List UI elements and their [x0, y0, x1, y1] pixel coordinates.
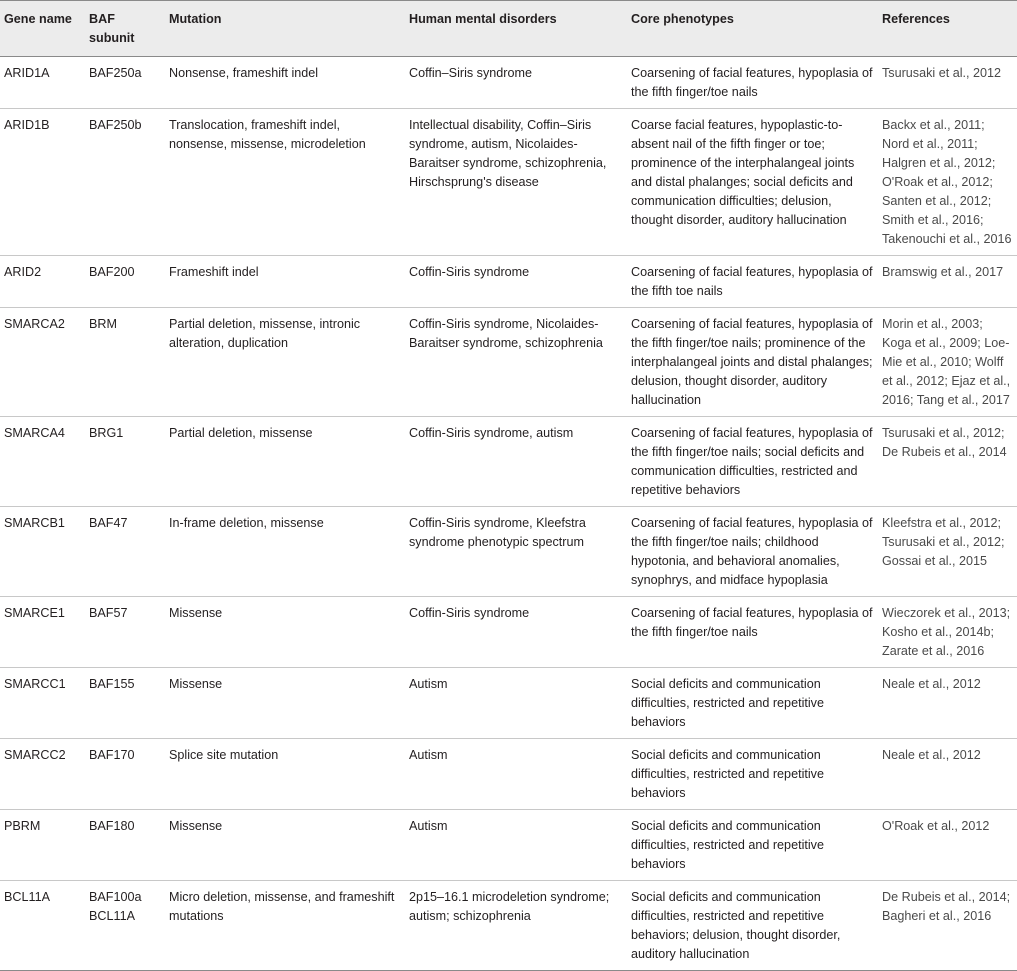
cell-phenotypes: Social deficits and communication difficulties, restricted and repetitive behaviors: [627, 668, 878, 739]
cell-subunit: BAF250a: [85, 57, 165, 109]
cell-references: De Rubeis et al., 2014; Bagheri et al., 2016: [878, 881, 1017, 971]
cell-mutation: Splice site mutation: [165, 739, 405, 810]
cell-mutation: Frameshift indel: [165, 256, 405, 308]
table-row: [0, 256, 1017, 308]
cell-phenotypes: Social deficits and communication difficulties, restricted and repetitive behaviors: [627, 739, 878, 810]
table-body: [0, 57, 1017, 971]
table-row: [0, 57, 1017, 109]
cell-subunit: BAF57: [85, 597, 165, 668]
cell-gene: SMARCB1: [0, 507, 85, 597]
cell-subunit: BAF155: [85, 668, 165, 739]
cell-phenotypes: Coarsening of facial features, hypoplasia of the fifth toe nails: [627, 256, 878, 308]
cell-gene: SMARCC2: [0, 739, 85, 810]
cell-gene: SMARCA2: [0, 308, 85, 417]
cell-subunit: BAF47: [85, 507, 165, 597]
cell-references: Bramswig et al., 2017: [878, 256, 1017, 308]
cell-disorders: Coffin-Siris syndrome, autism: [405, 417, 627, 507]
cell-gene: ARID1A: [0, 57, 85, 109]
cell-references: Tsurusaki et al., 2012; De Rubeis et al., 2014: [878, 417, 1017, 507]
cell-mutation: Missense: [165, 668, 405, 739]
header-references: References: [878, 1, 1017, 57]
cell-disorders: Intellectual disability, Coffin–Siris syndrome, autism, Nicolaides-Baraitser syndrome, schizophrenia, Hirschsprung's disease: [405, 109, 627, 256]
cell-subunit: BAF100a BCL11A: [85, 881, 165, 971]
table-header: [0, 1, 1017, 57]
cell-disorders: Autism: [405, 739, 627, 810]
cell-references: Kleefstra et al., 2012; Tsurusaki et al., 2012; Gossai et al., 2015: [878, 507, 1017, 597]
cell-phenotypes: Coarse facial features, hypoplastic-to-absent nail of the fifth finger or toe; prominence of the interphalangeal joints and distal phalanges; social deficits and communication difficulties; delusion, thought disorder, auditory hallucination: [627, 109, 878, 256]
cell-subunit: BAF250b: [85, 109, 165, 256]
cell-disorders: Coffin–Siris syndrome: [405, 57, 627, 109]
table-row: [0, 668, 1017, 739]
cell-gene: SMARCA4: [0, 417, 85, 507]
cell-phenotypes: Social deficits and communication difficulties, restricted and repetitive behaviors: [627, 810, 878, 881]
cell-disorders: Coffin-Siris syndrome: [405, 256, 627, 308]
header-row: [0, 1, 1017, 57]
cell-phenotypes: Coarsening of facial features, hypoplasia of the fifth finger/toe nails; prominence of the interphalangeal joints and distal phalanges; delusion, thought disorder, auditory hallucination: [627, 308, 878, 417]
cell-references: Neale et al., 2012: [878, 668, 1017, 739]
cell-disorders: Autism: [405, 668, 627, 739]
cell-phenotypes: Coarsening of facial features, hypoplasia of the fifth finger/toe nails; childhood hypotonia, and behavioral anomalies, synophrys, and midface hypoplasia: [627, 507, 878, 597]
cell-mutation: Missense: [165, 810, 405, 881]
cell-references: Backx et al., 2011; Nord et al., 2011; Halgren et al., 2012; O'Roak et al., 2012; Santen et al., 2012; Smith et al., 2016; Takenouchi et al., 2016: [878, 109, 1017, 256]
table-row: [0, 308, 1017, 417]
cell-gene: BCL11A: [0, 881, 85, 971]
cell-subunit: BAF180: [85, 810, 165, 881]
table-row: [0, 417, 1017, 507]
cell-mutation: In-frame deletion, missense: [165, 507, 405, 597]
cell-mutation: Translocation, frameshift indel, nonsense, missense, microdeletion: [165, 109, 405, 256]
header-gene-name: Gene name: [0, 1, 85, 57]
header-baf-subunit: BAF subunit: [85, 1, 165, 57]
cell-mutation: Partial deletion, missense, intronic alteration, duplication: [165, 308, 405, 417]
table-row: [0, 810, 1017, 881]
cell-references: Tsurusaki et al., 2012: [878, 57, 1017, 109]
table-row: [0, 507, 1017, 597]
cell-gene: ARID1B: [0, 109, 85, 256]
cell-subunit: BAF170: [85, 739, 165, 810]
cell-references: Neale et al., 2012: [878, 739, 1017, 810]
cell-phenotypes: Coarsening of facial features, hypoplasia of the fifth finger/toe nails; social deficits and communication difficulties, restricted and repetitive behaviors: [627, 417, 878, 507]
cell-gene: SMARCC1: [0, 668, 85, 739]
cell-mutation: Micro deletion, missense, and frameshift mutations: [165, 881, 405, 971]
header-mutation: Mutation: [165, 1, 405, 57]
table-row: [0, 597, 1017, 668]
cell-references: O'Roak et al., 2012: [878, 810, 1017, 881]
cell-gene: PBRM: [0, 810, 85, 881]
table-row: [0, 109, 1017, 256]
cell-subunit: BRG1: [85, 417, 165, 507]
cell-gene: ARID2: [0, 256, 85, 308]
cell-gene: SMARCE1: [0, 597, 85, 668]
cell-disorders: Autism: [405, 810, 627, 881]
cell-mutation: Missense: [165, 597, 405, 668]
cell-mutation: Nonsense, frameshift indel: [165, 57, 405, 109]
cell-subunit: BAF200: [85, 256, 165, 308]
cell-disorders: Coffin-Siris syndrome, Kleefstra syndrome phenotypic spectrum: [405, 507, 627, 597]
cell-references: Wieczorek et al., 2013; Kosho et al., 2014b; Zarate et al., 2016: [878, 597, 1017, 668]
cell-disorders: 2p15–16.1 microdeletion syndrome; autism; schizophrenia: [405, 881, 627, 971]
cell-subunit: BRM: [85, 308, 165, 417]
header-disorders: Human mental disorders: [405, 1, 627, 57]
header-phenotypes: Core phenotypes: [627, 1, 878, 57]
cell-references: Morin et al., 2003; Koga et al., 2009; Loe-Mie et al., 2010; Wolff et al., 2012; Ejaz et al., 2016; Tang et al., 2017: [878, 308, 1017, 417]
table-row: [0, 881, 1017, 971]
cell-disorders: Coffin-Siris syndrome: [405, 597, 627, 668]
cell-phenotypes: Coarsening of facial features, hypoplasia of the fifth finger/toe nails: [627, 597, 878, 668]
table-row: [0, 739, 1017, 810]
cell-disorders: Coffin-Siris syndrome, Nicolaides-Baraitser syndrome, schizophrenia: [405, 308, 627, 417]
cell-mutation: Partial deletion, missense: [165, 417, 405, 507]
cell-phenotypes: Coarsening of facial features, hypoplasia of the fifth finger/toe nails: [627, 57, 878, 109]
cell-phenotypes: Social deficits and communication difficulties, restricted and repetitive behaviors; delusion, thought disorder, auditory hallucination: [627, 881, 878, 971]
